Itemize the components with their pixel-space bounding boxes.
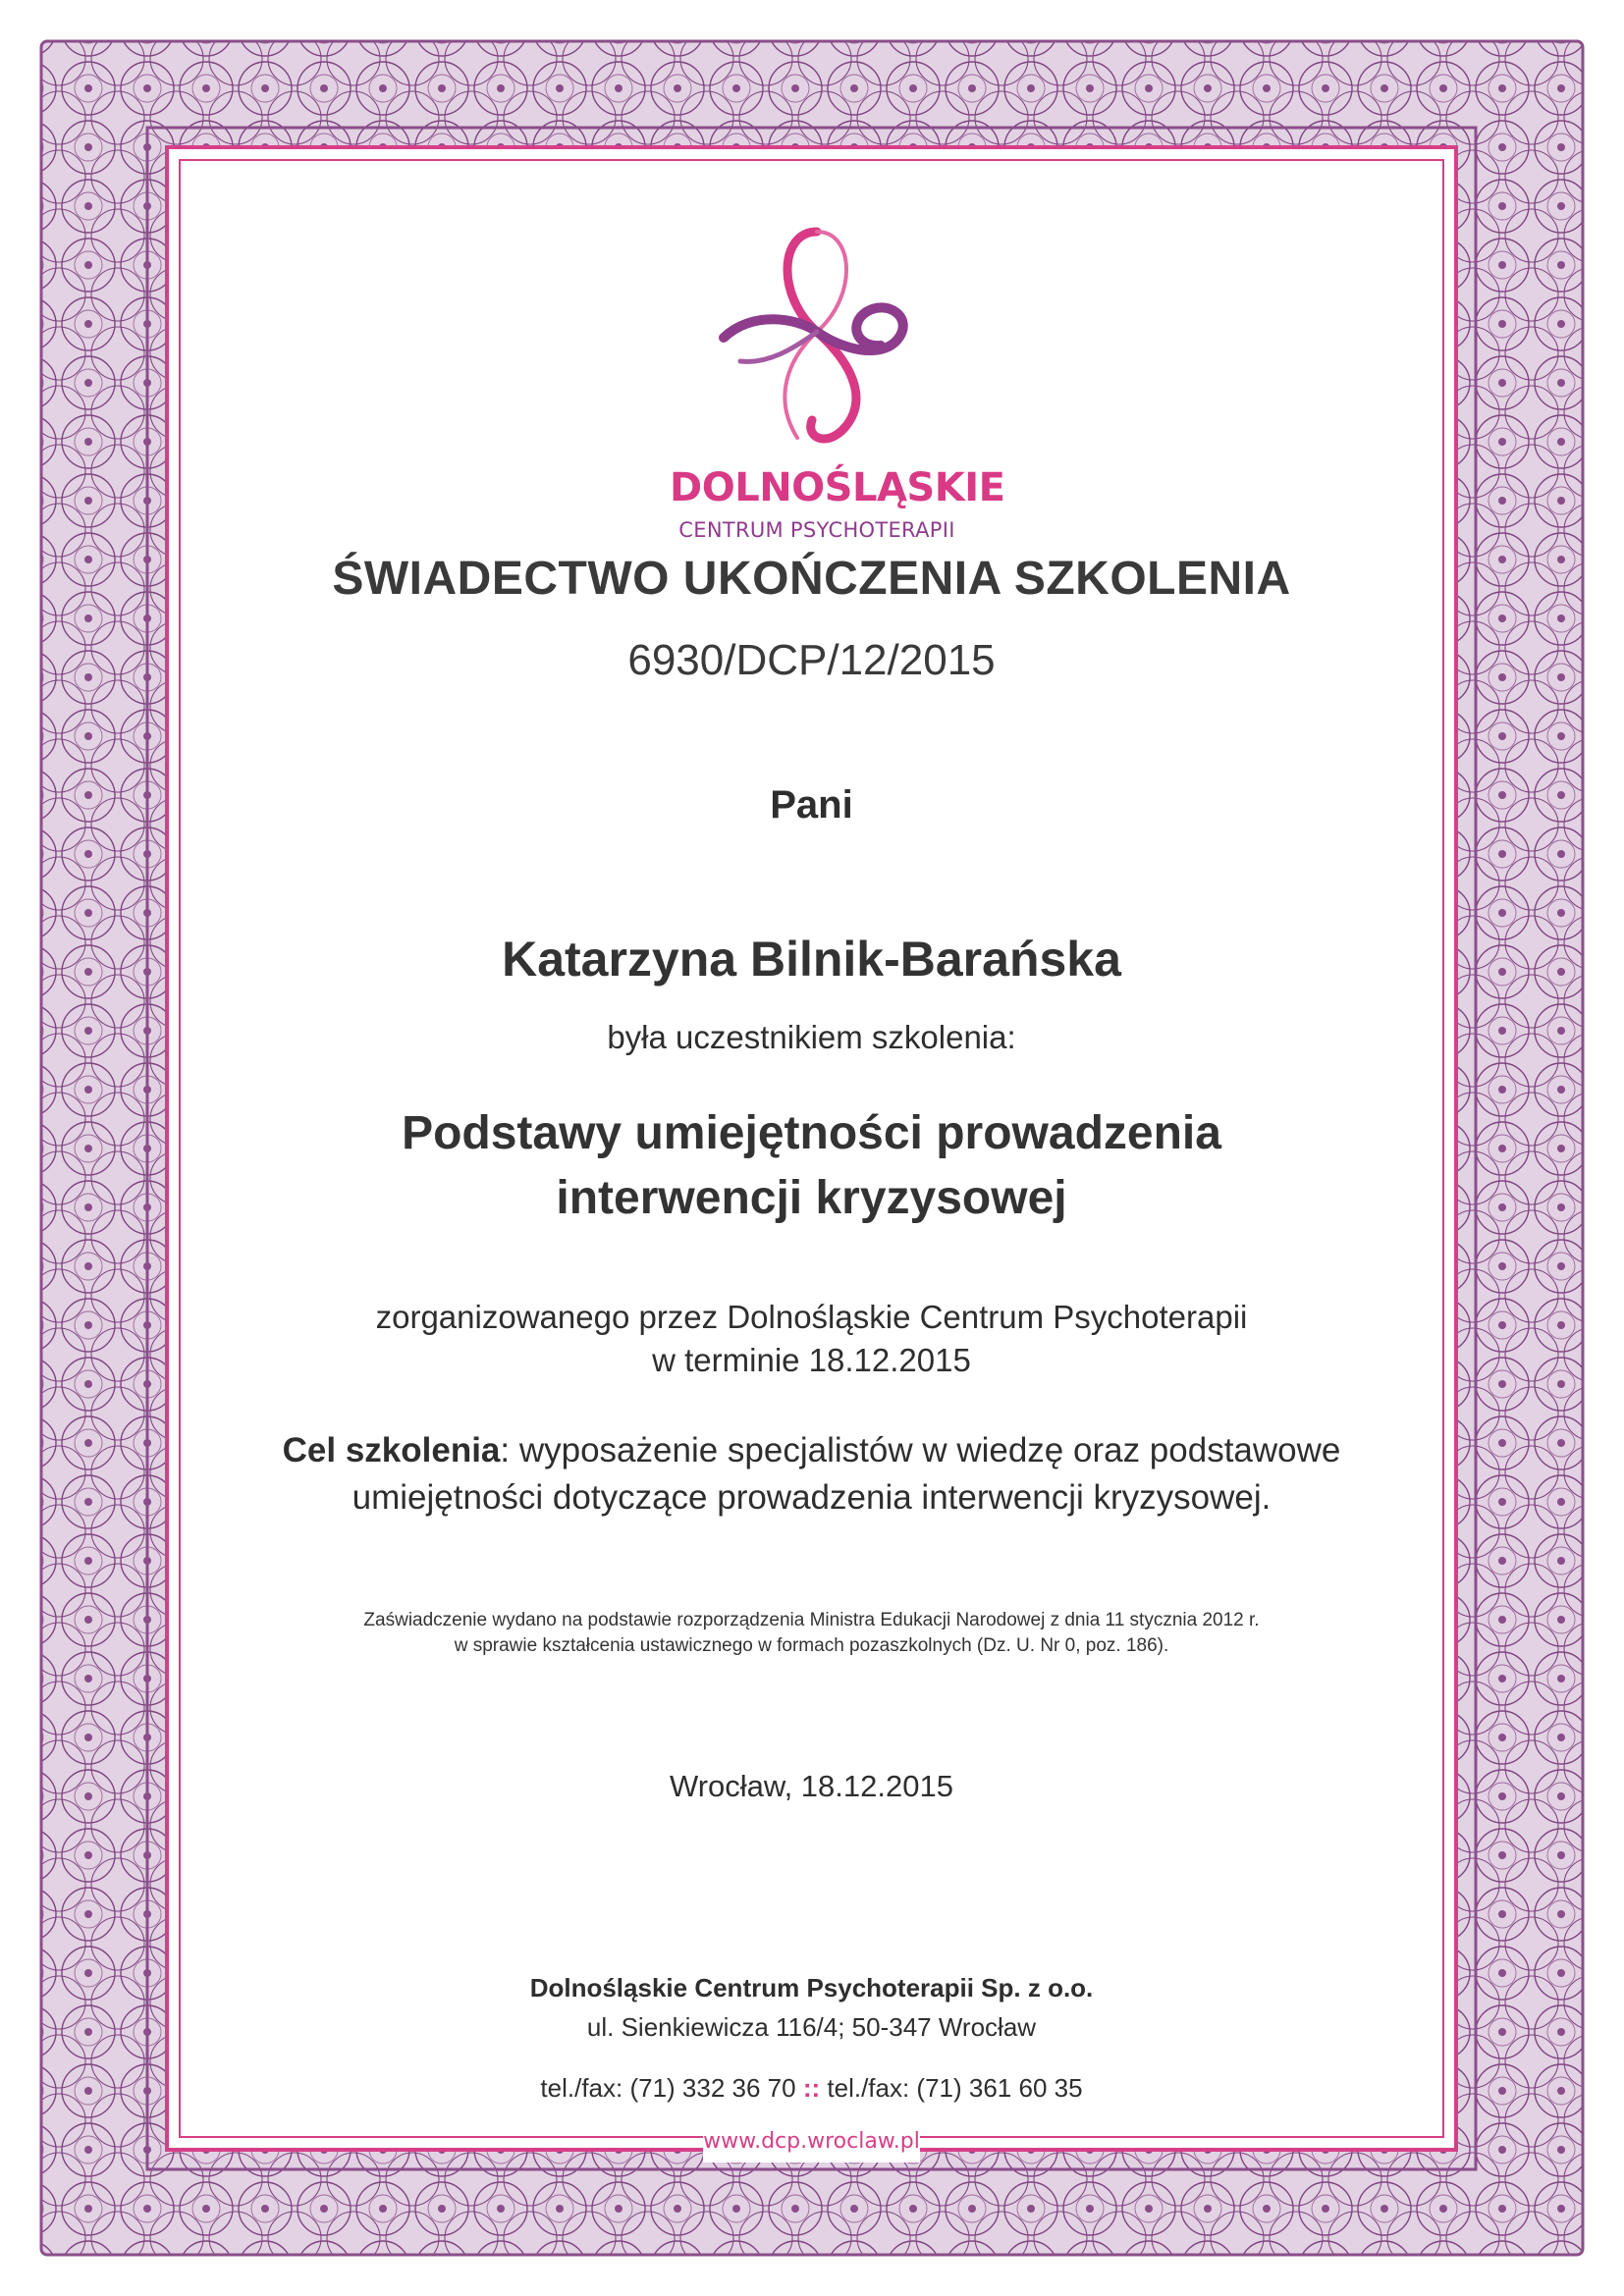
organizer-line-2: w terminie 18.12.2015 — [652, 1342, 971, 1378]
phone-separator: :: — [802, 2073, 821, 2103]
company-name: Dolnośląskie Centrum Psychoterapii Sp. z o.o. — [529, 1973, 1094, 2002]
logo-subname: CENTRUM PSYCHOTERAPII — [678, 518, 955, 542]
ribbon-logo-icon — [670, 202, 964, 467]
goal-line-1 — [179, 1427, 1444, 1474]
recipient-name: Katarzyna Bilnik-Barańska — [502, 932, 1121, 987]
phone-1: tel./fax: (71) 332 36 70 — [540, 2073, 796, 2103]
company-address: ul. Sienkiewicza 116/4; 50-347 Wrocław — [586, 2012, 1037, 2042]
course-title-line-2: interwencji kryzysowej — [556, 1172, 1067, 1224]
legal-line-1: Zaświadczenie wydano na podstawie rozporządzenia Ministra Edukacji Narodowej z dnia 11 stycznia 2012 r. — [363, 1610, 1260, 1630]
organizer-line-1: zorganizowanego przez Dolnośląskie Centrum Psychoterapii — [375, 1299, 1248, 1335]
legal-line-2: w sprawie kształcenia ustawicznego w formach pozaszkolnych (Dz. U. Nr 0, poz. 186). — [454, 1635, 1169, 1656]
website-link[interactable]: www.dcp.wroclaw.pl — [703, 2129, 920, 2163]
certificate-title: ŚWIADECTWO UKOŃCZENIA SZKOLENIA — [332, 553, 1291, 605]
course-title — [179, 1101, 1444, 1231]
goal-line-1-text: : wyposażenie specjalistów w wiedzę oraz podstawowe — [500, 1431, 1341, 1469]
course-goal — [179, 1427, 1444, 1522]
goal-label: Cel szkolenia — [282, 1431, 501, 1469]
logo-name: DOLNOŚLĄSKIE — [670, 465, 1005, 510]
certificate-content — [179, 159, 1444, 2154]
phone-2: tel./fax: (71) 361 60 35 — [827, 2073, 1083, 2103]
dcp-logo — [670, 202, 1005, 565]
legal-basis — [179, 1608, 1444, 1659]
course-title-line-1: Podstawy umiejętności prowadzenia — [402, 1107, 1221, 1159]
place-date: Wrocław, 18.12.2015 — [670, 1769, 953, 1803]
organizer-text — [179, 1296, 1444, 1382]
salutation: Pani — [770, 783, 853, 827]
certificate-number: 6930/DCP/12/2015 — [627, 636, 996, 684]
goal-line-2: umiejętności dotyczące prowadzenia interwencji kryzysowej. — [352, 1478, 1272, 1517]
participant-text: była uczestnikiem szkolenia: — [607, 1019, 1016, 1055]
company-phones — [179, 2073, 1444, 2104]
